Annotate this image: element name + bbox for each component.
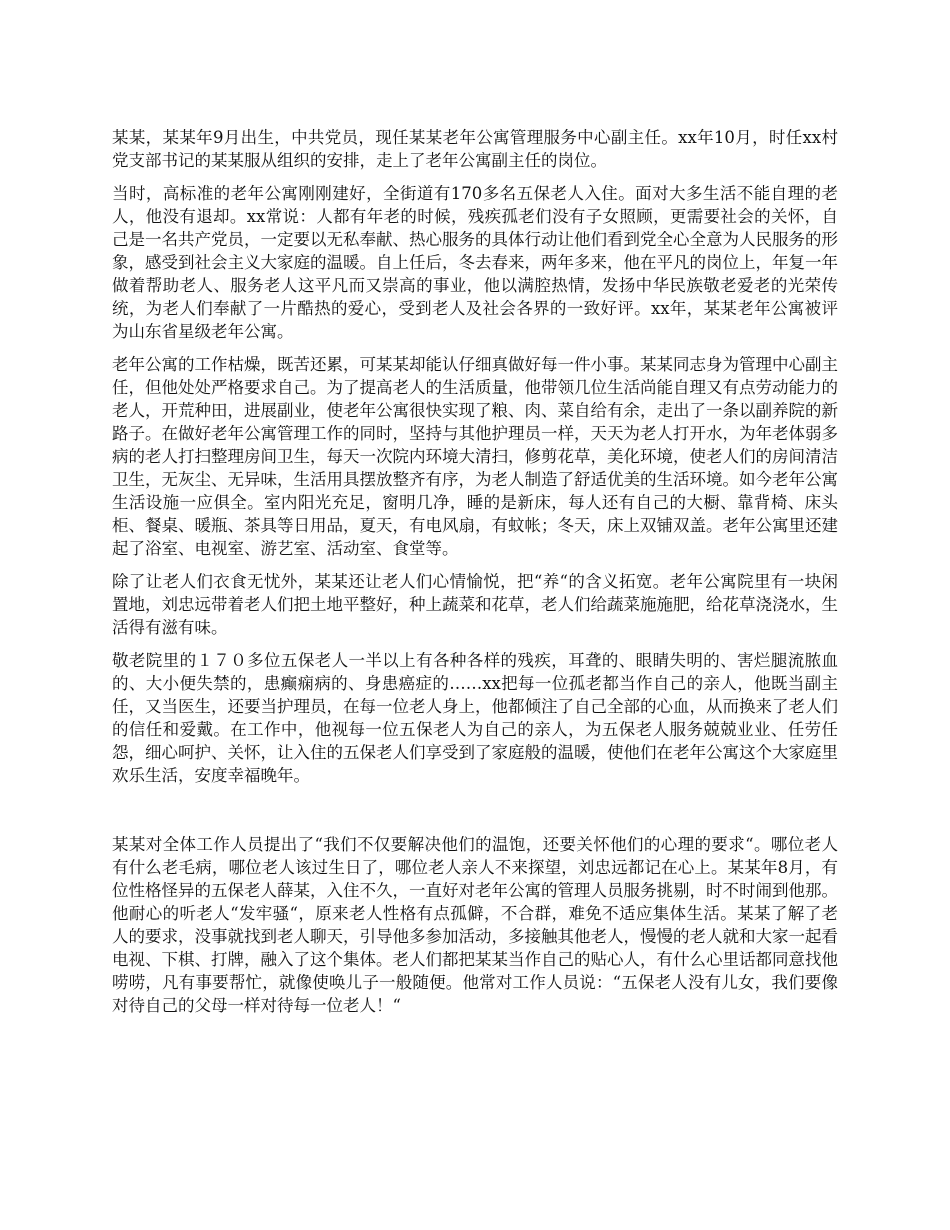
paragraph-care-for-disabled: 敬老院里的１７０多位五保老人一半以上有各种各样的残疾，耳聋的、眼睛失明的、害烂腿流脓血的、大小便失禁的，患癫痫病的、身患癌症的……xx把每一位孤老都当作自己的亲人，他既当副主任，又当医生，还要当护理员，在每一位老人身上，他都倾注了自己全部的心血，从而换来了老人们的信任和爱戴。在工作中，他视每一位五保老人为自己的亲人，为五保老人服务兢兢业业、任劳任怨，细心呵护、关怀，让入住的五保老人们享受到了家庭般的温暖，使他们在老年公寓这个大家庭里欢乐生活，安度幸福晚年。: [112, 651, 838, 785]
document-page: [112, 126, 838, 1027]
paragraph-psychological-care: 某某对全体工作人员提出了“我们不仅要解决他们的温饱，还要关怀他们的心理的要求“。哪位老人有什么老毛病，哪位老人该过生日了，哪位老人亲人不来探望，刘忠远都记在心上。某某年8月，有位性格怪异的五保老人薛某，入住不久，一直好对老年公寓的管理人员服务挑剔，时不时闹到他那。他耐心的听老人“发牢骚“，原来老人性格有点孤僻，不合群，难免不适应集体生活。某某了解了老人的要求，没事就找到老人聊天，引导他多参加活动，多接触其他老人，慢慢的老人就和大家一起看电视、下棋、打牌，融入了这个集体。老人们都把某某当作自己的贴心人，有什么心里话都同意找他唠唠，凡有事要帮忙，就像使唤儿子一般随便。他常对工作人员说：“五保老人没有儿女，我们要像对待自己的父母一样对待每一位老人！“: [112, 835, 838, 1015]
paragraph-intro: 某某，某某年9月出生，中共党员，现任某某老年公寓管理服务中心副主任。xx年10月，时任xx村党支部书记的某某服从组织的安排，走上了老年公寓副主任的岗位。: [112, 128, 838, 170]
paragraph-vegetable-garden: 除了让老人们衣食无忧外，某某还让老人们心情愉悦，把“养“的含义拓宽。老年公寓院里有一块闲置地，刘忠远带着老人们把土地平整好，种上蔬菜和花草，老人们给蔬菜施施肥，给花草浇浇水，生活得有滋有味。: [112, 572, 838, 637]
paragraph-daily-work: 老年公寓的工作枯燥，既苦还累，可某某却能认仔细真做好每一件小事。某某同志身为管理中心副主任，但他处处严格要求自己。为了提高老人的生活质量，他带领几位生活尚能自理又有点劳动能力的老人，开荒种田，进展副业，使老年公寓很快实现了粮、肉、菜自给有余，走出了一条以副养院的新路子。在做好老年公寓管理工作的同时，坚持与其他护理员一样，天天为老人打开水，为年老体弱多病的老人打扫整理房间卫生，每天一次院内环境大清扫，修剪花草，美化环境，使老人们的房间清洁卫生，无灰尘、无异味，生活用具摆放整齐有序，为老人制造了舒适优美的生活环境。如今老年公寓生活设施一应俱全。室内阳光充足，窗明几净，睡的是新床，每人还有自己的大橱、靠背椅、床头柜、餐桌、暖瓶、茶具等日用品，夏天，有电风扇，有蚊帐；冬天，床上双铺双盖。老年公寓里还建起了浴室、电视室、游艺室、活动室、食堂等。: [112, 355, 838, 558]
paragraph-background: 当时，高标准的老年公寓刚刚建好，全街道有170多名五保老人入住。面对大多生活不能自理的老人，他没有退却。xx常说：人都有年老的时候，残疾孤老们没有子女照顾，更需要社会的关怀，自己是一名共产党员，一定要以无私奉献、热心服务的具体行动让他们看到党全心全意为人民服务的形象，感受到社会主义大家庭的温暖。自上任后，冬去春来，两年多来，他在平凡的岗位上，年复一年做着帮助老人、服务老人这平凡而又崇高的事业，他以满腔热情，发扬中华民族敬老爱老的光荣传统，为老人们奉献了一片酷热的爱心，受到老人及社会各界的一致好评。xx年，某某老年公寓被评为山东省星级老年公寓。: [112, 184, 838, 341]
